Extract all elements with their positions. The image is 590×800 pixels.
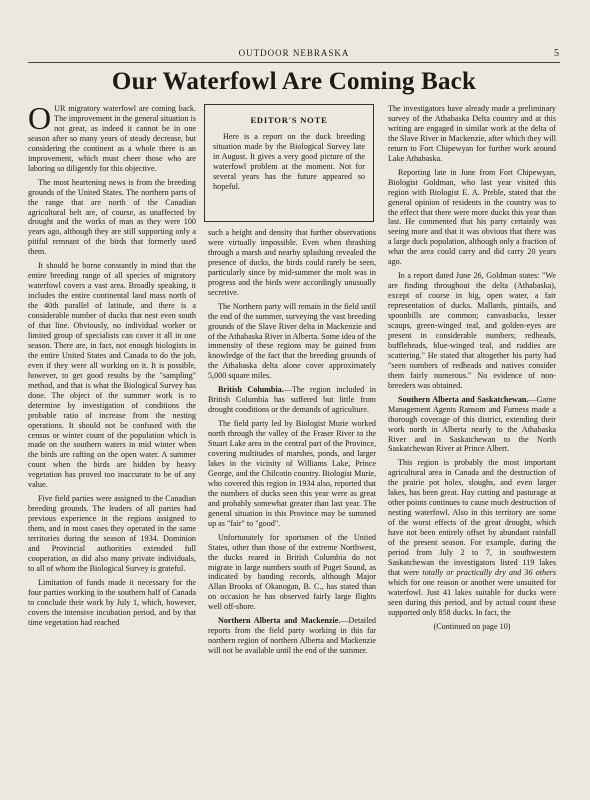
paragraph: Unfortunately for sportsmen of the United States, other than those of the extreme Northwest, the ducks reared in British Columbia do not migrate in large numbers south of Puget Sound, as indicated by banding records, although Major Allan Brooks of Okanogan, B. C., has stated than on occasion he has observed fairly large flights well off-shore. [208,532,376,612]
drop-cap: O [28,100,52,136]
section-heading-southern-alberta: Southern Alberta and Saskatchewan. [398,394,529,404]
paragraph: In a report dated June 26, Goldman states: "We are finding throughout the delta (Athabaska), except of course in big, open water, a fair representation of ducks. Mallards, pintails, and spoonbills are common; canvasbacks, lesser scaups, green-winged teal, and golden-eyes are present in considerable numbers; redheads, buffleheads, blue-winged teal, and ruddies are scattering." He stated that altogether his party had "seen numbers of redheads and natives consider them fairly numerous." No evidence of non-breeders was obtained. [388,271,556,390]
editors-note-box [204,104,374,222]
column-3 [388,104,556,636]
paragraph: The investigators have already made a preliminary survey of the Athabaska Delta country and at this writing are engaged in similar work at the delta of the Slave River in Mackenzie, after which they will return to Fort Chipewyan for further work around Lake Athabaska. [388,104,556,163]
column-1 [28,100,196,632]
paragraph: Northern Alberta and Mackenzie.—Detailed reports from the field party working in this far northern region of northern Alberta and Mackenzie will not be available until the end of the summer. [208,616,376,656]
magazine-title: OUTDOOR NEBRASKA [238,48,350,58]
paragraph: such a height and density that further observations were virtually impossible. Even when thrashing through a marsh and nearby splashing revealed the presence of ducks, the birds could rarely be seen, particularly since by mid-summer the molt was in progress and the birds were accordingly unusually secretive. [208,228,376,297]
paragraph: British Columbia.—The region included in British Columbia has suffered but little from drought conditions or the demands of agriculture. [208,385,376,415]
column-2 [208,228,376,660]
article-headline: Our Waterfowl Are Coming Back [111,68,477,95]
paragraph: Five field parties were assigned to the Canadian breeding grounds. The leaders of all parties had previous experience in the regions assigned to them, and in most cases they operated in the same territories during the season of 1934. Dominion and Provincial authorities extended full cooperation, as did also many private individuals, to all of whom the Biological Survey is grateful. [28,494,196,573]
paragraph: OUR migratory waterfowl are coming back. The improvement in the general situation is not great, as indeed it cannot be in one season after so many years of steady decrease, but considering the continent as a whole there is an improvement, which must cheer those who are laboring so diligently for this objective. [28,100,196,173]
paragraph: Limitation of funds made it necessary for the four parties working in the southern half of Canada to conclude their work by July 1, which, however, covers the intensive incubation period, and by that time vegetation had reached [28,577,196,627]
running-head [28,48,560,60]
paragraph: It should be borne constantly in mind that the entire breeding range of all species of migratory waterfowl covers a vast area. Broadly speaking, it includes the entire continental land mass north of the 40th parallel of latitude, and there is a considerable number of ducks that nest even south of that line. Obviously, no individual worker or limited group of specialists can cover it all in one season. There are, in fact, not enough biologists in the entire United States and Canada to do the job, even if they were all working on it. It is possible, however, to get good results by the "sampling" method, and that is what the Biological Survey has done. The object of the summer work is to determine by investigation of conditions the probable ratio of increase from the nesting operations. It should not be confused with the census or winter count of the population which is made on the southern waters in mid winter when the birds are rafting on the open water. A summer count when the birds are hidden by heavy vegetation has proved too inaccurate to be of any value. [28,261,196,490]
paragraph: This region is probably the most important agricultural area in Canada and the destruction of the prairie pot holes, sloughs, and even larger lakes, has been great. Hay cutting and pasturage at other points continues to cause much destruction of nesting waterfowl. Also in this territory are some of the worst effects of the great drought, which have not been entirely offset by abundant rainfall of the present season. For example, during the period from July 2 to 7, in southwestern Saskatchewan the investigators listed 119 lakes that were totally or practically dry and 36 others which for one reason or another were unsuited for waterfowl. Just 41 lakes suitable for ducks were seen during this period, and by actual count these supported only 858 ducks. In fact, the [388,458,556,617]
paragraph: Southern Alberta and Saskatchewan.—Game Management Agents Ransom and Furness made a thorough coverage of this district, extending their work north in Alberta nearly to the Athabaska River and in Saskatchewan to the North Saskatchewan River at Prince Albert. [388,394,556,454]
paragraph: The field party led by Biologist Murie worked north through the valley of the Fraser River to the Stuart Lake area in the central part of the Province, covering multitudes of marshes, ponds, and larger lakes in the vicinity of Williams Lake, Prince George, and the Chilcotin country. Biologist Murie, who covered this region in 1934 also, reported that the numbers of ducks seen this year were as great and probably somewhat greater than last year. The general situation in this Province may be summed up as "fair" to "good". [208,419,376,528]
paragraph: Reporting late in June from Fort Chipewyan, Biologist Goldman, who last year visited this region with Biologist E. A. Preble, stated that the general opinion of residents in the country was to the effect that there were more ducks this year than last. He commented that his party certainly was seeing more and that it was obvious that there was a large duck population, although only a fraction of what the area could carry and did carry 20 years ago. [388,167,556,267]
page-number: 5 [554,48,560,59]
section-heading-northern-alberta: Northern Alberta and Mackenzie. [218,616,341,626]
header-rule [28,62,560,63]
editors-note-body: Here is a report on the duck breeding situation made by the Biological Survey late in August. It gives a very good picture of the waterfowl problem at the moment. Not for several years has the future appeared so hopeful. [213,132,365,191]
section-heading-british-columbia: British Columbia. [218,385,284,395]
editors-note-title: EDITOR'S NOTE [250,115,328,125]
paragraph: The Northern party will remain in the field until the end of the summer, surveying the vast breeding grounds of the Slave River delta in Mackenzie and of the Athabaska River in Alberta. Some idea of the immensity of these regions may be gained from knowledge of the fact that the breeding grounds of the Athabaska delta alone cover approximately 5,000 square miles. [208,301,376,381]
paragraph: The most heartening news is from the breeding grounds of the United States. The northern parts of the range that are north of the Canadian agricultural belt are, of course, as unaffected by drought and the works of man as they were 100 years ago, although they are still supporting only a pitiful remnant of the birds that formerly used them. [28,177,196,257]
continued-link[interactable]: (Continued on page 10) [433,621,511,631]
